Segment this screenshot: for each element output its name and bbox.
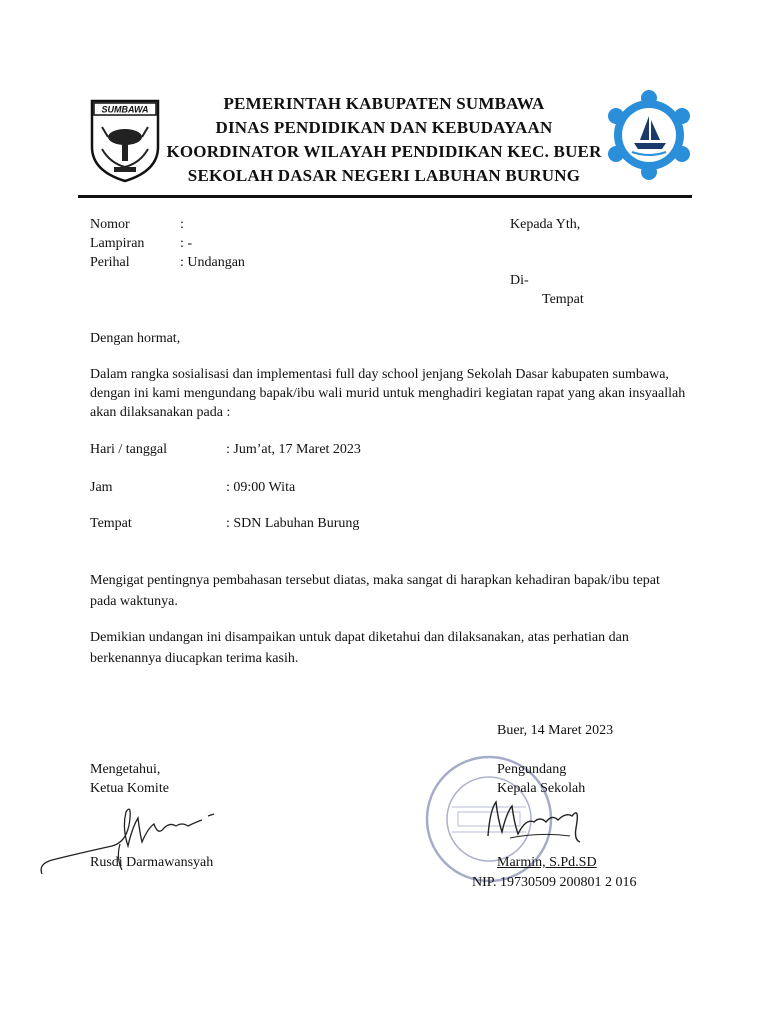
right-sign-role: Kepala Sekolah <box>497 781 586 796</box>
header-line-3: KOORDINATOR WILAYAH PENDIDIKAN KEC. BUER <box>166 142 602 161</box>
right-sign-pengundang: Pengundang <box>497 762 567 777</box>
jam-label: Jam <box>90 480 113 495</box>
closing-line-2: berkenannya diucapkan terima kasih. <box>90 651 299 666</box>
intro-line-2: dengan ini kami mengundang bapak/ibu wali murid untuk menghadiri kegiatan rapat yang akan insyaallah <box>90 386 686 401</box>
right-signer-nip: NIP. 19730509 200801 2 016 <box>472 875 637 890</box>
jam-value: : 09:00 Wita <box>226 480 296 495</box>
left-sign-mengetahui: Mengetahui, <box>90 762 161 777</box>
nomor-label: Nomor <box>90 217 130 232</box>
closing-line-1: Demikian undangan ini disampaikan untuk dapat diketahui dan dilaksanakan, atas perhatian dan <box>90 630 629 645</box>
recipient-kepada: Kepada Yth, <box>510 217 581 232</box>
intro-line-1: Dalam rangka sosialisasi dan implementasi full day school jenjang Sekolah Dasar kabupaten sumbawa, <box>90 367 669 382</box>
signature-date: Buer, 14 Maret 2023 <box>497 723 614 738</box>
reminder-line-1: Mengigat pentingnya pembahasan tersebut diatas, maka sangat di harapkan kehadiran bapak/ibu tepat <box>90 573 660 588</box>
perihal-value: : Undangan <box>180 255 245 270</box>
header-line-2: DINAS PENDIDIKAN DAN KEBUDAYAAN <box>215 118 553 137</box>
header-divider <box>78 195 692 198</box>
reminder-line-2: pada waktunya. <box>90 594 178 609</box>
recipient-tempat: Tempat <box>542 292 584 307</box>
principal-signature <box>480 792 590 854</box>
recipient-di: Di- <box>510 273 529 288</box>
hari-value: : Jum’at, 17 Maret 2023 <box>226 442 361 457</box>
header-line-1: PEMERINTAH KABUPATEN SUMBAWA <box>223 94 545 113</box>
header-line-4: SEKOLAH DASAR NEGERI LABUHAN BURUNG <box>187 166 581 185</box>
intro-line-3: akan dilaksanakan pada : <box>90 405 231 420</box>
lampiran-value: : - <box>180 236 193 251</box>
perihal-label: Perihal <box>90 255 130 270</box>
tempat-label: Tempat <box>90 516 132 531</box>
left-sign-role: Ketua Komite <box>90 781 169 796</box>
hari-label: Hari / tanggal <box>90 442 167 457</box>
right-signer-name: Marmin, S.Pd.SD <box>497 855 597 870</box>
nomor-value: : <box>180 217 184 232</box>
left-signer-name: Rusdi Darmawansyah <box>90 855 214 870</box>
lampiran-label: Lampiran <box>90 236 145 251</box>
logo-lettering: SUMBAWA <box>101 104 149 115</box>
greeting: Dengan hormat, <box>90 331 181 346</box>
tempat-value: : SDN Labuhan Burung <box>226 516 360 531</box>
